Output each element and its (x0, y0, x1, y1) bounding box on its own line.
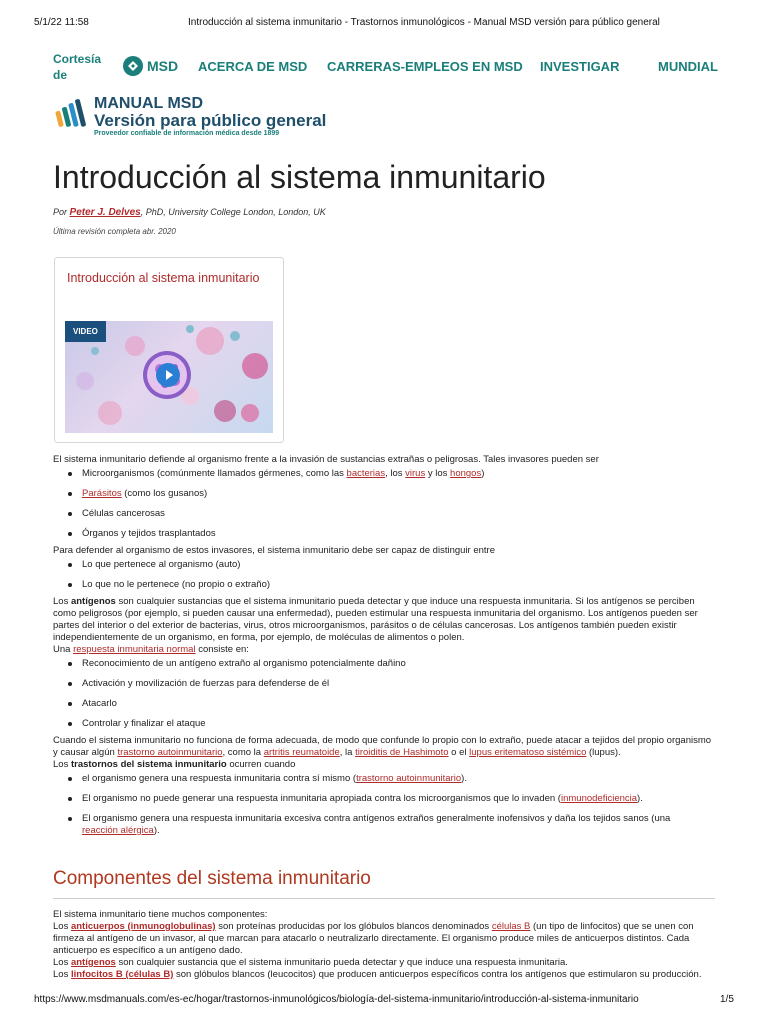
disorders-paragraph: Cuando el sistema inmunitario no funciona de forma adecuada, de modo que confunde lo propio con lo extraño, puede atacar a tejidos del propio organismo y causar algún trastorno autoinmunitario, como la artritis reumatoide, la tiroiditis de Hashimoto o el lupus eritematoso sistémico (lupus). Los trastornos del sistema inmunitario ocurren cuando (53, 735, 712, 770)
self-list (53, 559, 717, 596)
video-thumbnail[interactable] (65, 321, 273, 433)
paragraph: Para defender al organismo de estos invasores, el sistema inmunitario debe ser capaz de distinguir entre (53, 545, 495, 556)
play-icon (156, 363, 180, 387)
components-body (53, 909, 717, 987)
nav-acerca[interactable]: ACERCA DE MSD (198, 59, 308, 74)
antibodies-paragraph: Los anticuerpos (inmunoglobulinas) son proteínas producidas por los glóbulos blancos denominados células B (un tipo de linfocitos) que se unen con firmeza al antígeno de un invasor, al que marcan para atacarlo o neutralizarlo directamente. El organismo produce miles de anticuerpos distintos. Cada anticuerpo es específico a un antígeno dado. (53, 921, 694, 956)
article-body (53, 454, 717, 837)
link-reaccion-alergica[interactable]: reacción alérgica (82, 825, 154, 836)
print-datetime: 5/1/22 11:58 (34, 17, 89, 28)
nav-mundial[interactable]: MUNDIAL (658, 59, 718, 74)
b-cells-paragraph: Los linfocitos B (células B) son glóbulos blancos (leucocitos) que producen anticuerpos específicos contra los antígenos que estimularon su producción. (53, 969, 702, 980)
print-page-number: 1/5 (720, 994, 734, 1005)
revision-date: Última revisión completa abr. 2020 (53, 227, 176, 236)
link-trastorno-autoinmunitario[interactable]: trastorno autoinmunitario (117, 747, 223, 758)
link-anticuerpos[interactable]: anticuerpos (inmunoglobulinas) (70, 921, 216, 932)
link-linfocitos-b[interactable]: linfocitos B (células B) (70, 969, 174, 980)
section-title: Componentes del sistema inmunitario (53, 868, 371, 889)
list-item: Lo que pertenece al organismo (auto) (53, 559, 717, 579)
list-item: Controlar y finalizar el ataque (53, 718, 717, 735)
list-item: Activación y movilización de fuerzas para defenderse de él (53, 678, 717, 698)
print-url: https://www.msdmanuals.com/es-ec/hogar/trastornos-inmunológicos/biología-del-sistema-inmunitario/introducción-al-sistema-inmunitario (34, 994, 639, 1005)
video-card[interactable] (54, 257, 284, 443)
invaders-list (53, 468, 717, 545)
link-parasitos[interactable]: Parásitos (82, 488, 122, 499)
list-item: Parásitos (como los gusanos) (53, 488, 717, 508)
section-divider (53, 898, 715, 899)
author-link[interactable]: Peter J. Delves (69, 207, 141, 218)
manual-msd-logo-icon[interactable] (55, 97, 87, 134)
intro-paragraph: El sistema inmunitario defiende al organismo frente a la invasión de sustancias extrañas o peligrosas. Tales invasores pueden ser (53, 454, 599, 465)
list-item: el organismo genera una respuesta inmunitaria contra sí mismo (trastorno autoinmunitario). (53, 773, 717, 793)
disorders-list (53, 773, 717, 837)
antigens-paragraph: Los antígenos son cualquier sustancias que el sistema inmunitario pueda detectar y que induce una respuesta inmunitaria. Si los antígenos se perciben como peligrosos (por ejemplo, si pueden causar una enfermedad), pueden estimular una respuesta inmunitaria del organismo. Los antígenos pueden ser partes del interior o del exterior de bacterias, virus, otros microorganismos, parásitos o de células cancerosas. Los antígenos también pueden existir independientemente de un organismo, en forma, por ejemplo, de moléculas de alimentos o polen. Una respuesta inmunitaria normal consiste en: (53, 596, 698, 655)
list-item: Órganos y tejidos trasplantados (53, 528, 717, 545)
response-list (53, 658, 717, 735)
brand-subtitle: Versión para público general (94, 111, 327, 130)
courtesy-label: Cortesía de (53, 52, 102, 82)
list-item: El organismo no puede generar una respuesta inmunitaria apropiada contra los microorganismos que lo invaden (inmunodeficiencia). (53, 793, 717, 813)
link-hongos[interactable]: hongos (450, 468, 482, 479)
play-button[interactable] (156, 363, 180, 387)
antigens-def-paragraph: Los antígenos son cualquier sustancia que el sistema inmunitario pueda detectar y que induce una respuesta inmunitaria. (53, 957, 568, 968)
msd-logo-icon (122, 55, 144, 77)
brand-tagline: Proveedor confiable de información médica desde 1899 (94, 130, 280, 137)
link-autoinmunitario-2[interactable]: trastorno autoinmunitario (356, 773, 462, 784)
paragraph: El sistema inmunitario tiene muchos componentes: (53, 909, 268, 920)
list-item: Atacarlo (53, 698, 717, 718)
nav-carreras[interactable]: CARRERAS-EMPLEOS EN MSD (327, 59, 523, 74)
link-lupus[interactable]: lupus eritematoso sistémico (469, 747, 587, 758)
msd-logo[interactable] (122, 55, 178, 77)
byline: Por Peter J. Delves, PhD, University College London, London, UK (53, 207, 326, 218)
video-card-title[interactable]: Introducción al sistema inmunitario (67, 271, 260, 285)
link-tiroiditis[interactable]: tiroiditis de Hashimoto (355, 747, 449, 758)
video-badge: VIDEO (65, 321, 106, 342)
link-virus[interactable]: virus (405, 468, 426, 479)
link-celulas-b[interactable]: células B (491, 921, 531, 932)
list-item: Lo que no le pertenece (no propio o extraño) (53, 579, 717, 596)
nav-investigar[interactable]: INVESTIGAR (540, 59, 620, 74)
link-bacterias[interactable]: bacterias (346, 468, 386, 479)
link-antigenos[interactable]: antígenos (70, 957, 116, 968)
msd-logo-text: MSD (147, 58, 179, 74)
list-item: El organismo genera una respuesta inmunitaria excesiva contra antígenos extraños generalmente inofensivos y daña los tejidos sanos (una reacción alérgica). (53, 813, 717, 837)
list-item: Microorganismos (comúnmente llamados gérmenes, como las bacterias, los virus y los hongos) (53, 468, 717, 488)
link-artritis-reumatoide[interactable]: artritis reumatoide (263, 747, 340, 758)
list-item: Reconocimiento de un antígeno extraño al organismo potencialmente dañino (53, 658, 717, 678)
list-item: Células cancerosas (53, 508, 717, 528)
link-respuesta-normal[interactable]: respuesta inmunitaria normal (73, 644, 196, 655)
print-doc-title: Introducción al sistema inmunitario - Trastornos inmunológicos - Manual MSD versión para público general (188, 17, 660, 28)
brand-name: MANUAL MSD (94, 95, 204, 112)
link-inmunodeficiencia[interactable]: inmunodeficiencia (560, 793, 638, 804)
page-title: Introducción al sistema inmunitario (53, 159, 546, 195)
